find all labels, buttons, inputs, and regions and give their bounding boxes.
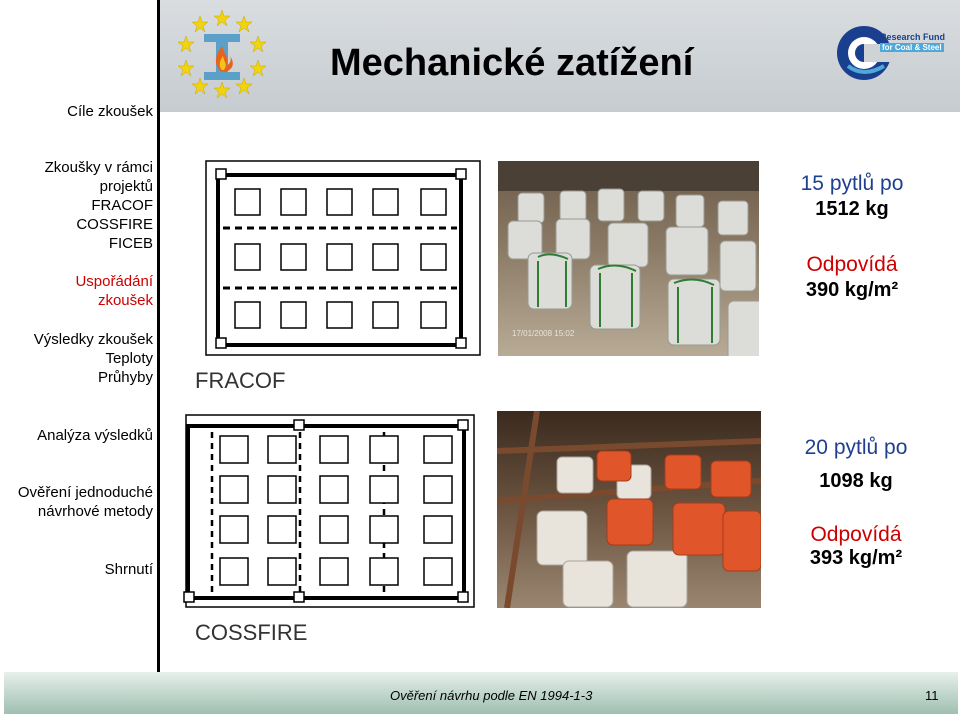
eu-fire-logo	[178, 8, 266, 100]
nav-line: Výsledky zkoušek	[33, 331, 153, 348]
nav-item-usporadani[interactable]	[75, 272, 153, 310]
nav-line: Průhyby	[97, 369, 153, 386]
nav-line: Teploty	[105, 350, 153, 367]
cossfire-label: COSSFIRE	[195, 620, 308, 645]
cossfire-equiv-label: Odpovídá	[810, 523, 902, 546]
logo-text-2: for Coal & Steel	[882, 43, 942, 52]
nav-item-vysledky[interactable]	[34, 330, 153, 387]
nav-line: Uspořádání	[75, 273, 153, 290]
page-number: 11	[925, 688, 939, 703]
slide-title: Mechanické zatížení	[330, 42, 694, 84]
fracof-test-photo	[498, 161, 759, 356]
nav-line: Zkoušky v rámci	[44, 159, 153, 176]
fracof-weight: 1512 kg	[815, 198, 889, 220]
nav-line: Ověření jednoduché	[17, 484, 153, 501]
nav-line: FRACOF	[91, 197, 153, 214]
photo-timestamp: 17/01/2008 15:02	[512, 329, 575, 338]
nav-item-cile[interactable]	[67, 102, 153, 121]
fracof-diagram	[205, 160, 481, 356]
nav-item-shrnuti[interactable]	[105, 560, 153, 579]
nav-line: Analýza výsledků	[37, 427, 153, 444]
nav-line: Shrnutí	[104, 561, 153, 578]
logo-text-1: Research Fund	[880, 32, 946, 42]
cossfire-weight: 1098 kg	[819, 470, 893, 492]
fracof-load: 390 kg/m²	[805, 279, 899, 301]
nav-line: COSSFIRE	[76, 216, 153, 233]
nav-line: FICEB	[108, 235, 153, 252]
nav-item-analyza[interactable]	[37, 426, 153, 445]
nav-line: návrhové metody	[37, 503, 153, 520]
research-fund-logo	[834, 22, 946, 84]
nav-item-overeni[interactable]	[18, 483, 153, 521]
fracof-label: FRACOF	[195, 368, 286, 393]
fracof-info	[772, 172, 932, 302]
fracof-bags: 15 pytlů po	[800, 172, 904, 195]
footer-title: Ověření návrhu podle EN 1994-1-3	[390, 688, 593, 703]
cossfire-bags: 20 pytlů po	[804, 436, 908, 459]
nav-item-zkousky-projekty[interactable]	[45, 158, 153, 253]
sidebar-divider	[157, 0, 160, 672]
nav-line: projektů	[99, 178, 153, 195]
cossfire-load: 393 kg/m²	[809, 547, 903, 569]
fracof-equiv-label: Odpovídá	[806, 253, 898, 276]
cossfire-info	[776, 436, 936, 570]
nav-line: zkoušek	[97, 292, 153, 309]
cossfire-diagram	[180, 414, 476, 608]
nav-line: Cíle zkoušek	[67, 103, 153, 120]
cossfire-test-photo	[497, 411, 761, 608]
